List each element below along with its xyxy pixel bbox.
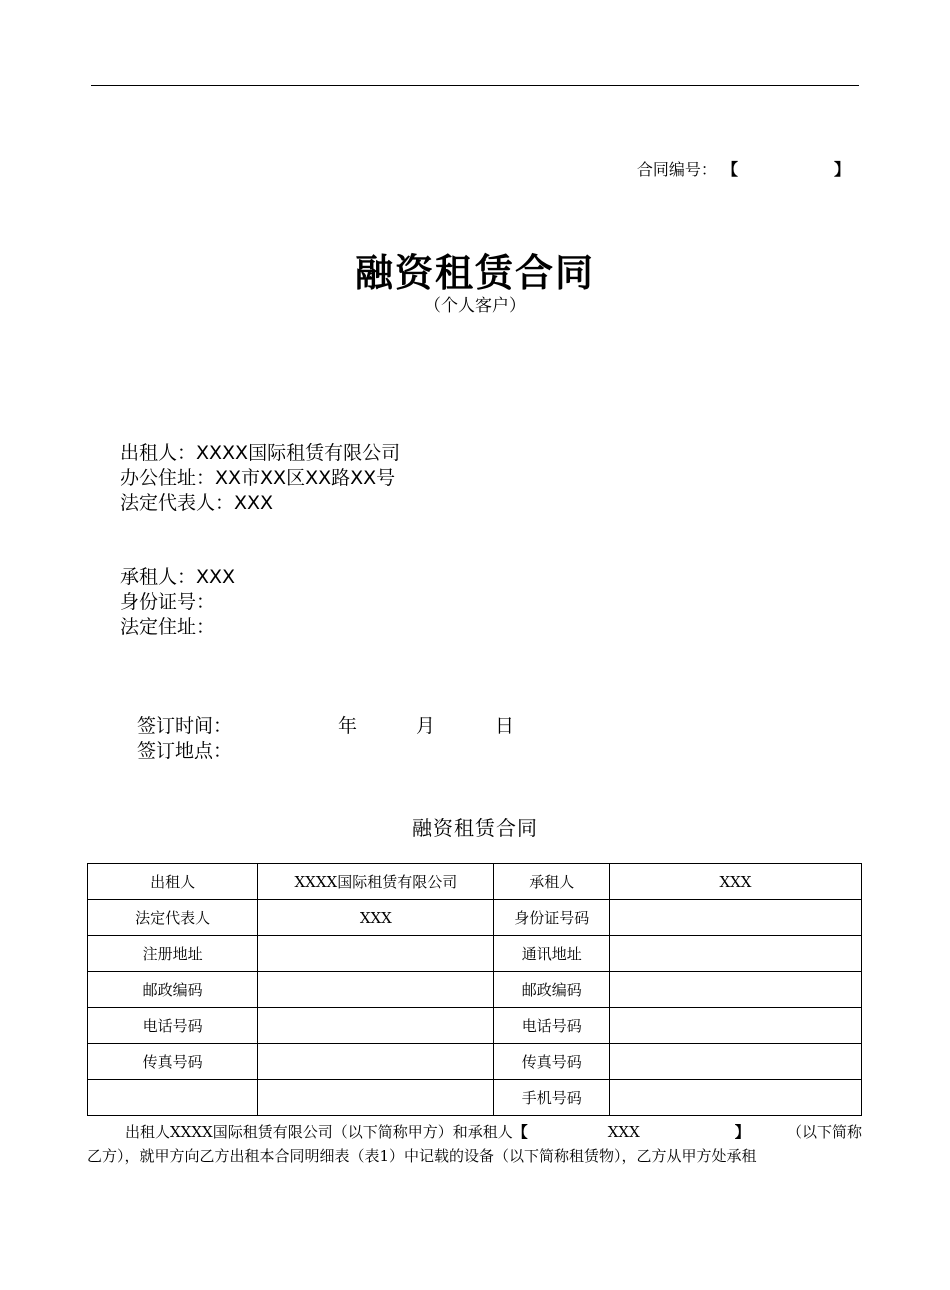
right-label-cell: 身份证号码 bbox=[494, 900, 610, 936]
right-label-cell: 通讯地址 bbox=[494, 936, 610, 972]
table-row bbox=[88, 1044, 862, 1080]
signing-time-label: 签订时间： bbox=[137, 715, 233, 737]
right-value-cell: XXX bbox=[609, 864, 861, 900]
signing-place-label: 签订地点： bbox=[137, 740, 233, 762]
table-row bbox=[88, 1008, 862, 1044]
header-rule bbox=[91, 85, 859, 86]
left-value-cell bbox=[258, 936, 494, 972]
contract-number-bracket-close: 】 bbox=[833, 160, 850, 179]
left-label-cell: 出租人 bbox=[88, 864, 258, 900]
paragraph-line-1 bbox=[87, 1120, 862, 1144]
left-label-cell: 电话号码 bbox=[88, 1008, 258, 1044]
right-value-cell bbox=[609, 1044, 861, 1080]
lessor-info bbox=[120, 441, 400, 516]
contract-intro-paragraph bbox=[87, 1120, 862, 1168]
table-row bbox=[88, 936, 862, 972]
table-row bbox=[88, 1080, 862, 1116]
contract-number-bracket-open: 【 bbox=[721, 160, 738, 179]
paragraph-bracket-close: 】 bbox=[734, 1123, 750, 1141]
left-label-cell: 传真号码 bbox=[88, 1044, 258, 1080]
lessor-name: 出租人：XXXX国际租赁有限公司 bbox=[120, 442, 401, 464]
lessee-name: 承租人：XXX bbox=[120, 566, 236, 588]
left-label-cell: 法定代表人 bbox=[88, 900, 258, 936]
lessee-info bbox=[120, 565, 235, 640]
right-value-cell bbox=[609, 972, 861, 1008]
contract-number-label: 合同编号： bbox=[636, 160, 717, 179]
right-value-cell bbox=[609, 1080, 861, 1116]
contract-number bbox=[637, 157, 850, 180]
right-label-cell: 邮政编码 bbox=[494, 972, 610, 1008]
left-value-cell bbox=[258, 1080, 494, 1116]
left-label-cell bbox=[88, 1080, 258, 1116]
right-label-cell: 电话号码 bbox=[494, 1008, 610, 1044]
paragraph-bracket-open: 【 bbox=[512, 1123, 528, 1141]
table-row bbox=[88, 972, 862, 1008]
party-info-table bbox=[87, 863, 862, 1116]
right-label-cell: 传真号码 bbox=[494, 1044, 610, 1080]
lessor-address: 办公住址：XX市XX区XX路XX号 bbox=[120, 467, 396, 489]
table-row bbox=[88, 864, 862, 900]
paragraph-text-a: 出租人XXXX国际租赁有限公司（以下简称甲方）和承租人 bbox=[125, 1123, 513, 1141]
right-label-cell: 承租人 bbox=[494, 864, 610, 900]
signing-month-label: 月 bbox=[416, 715, 436, 737]
signing-day-label: 日 bbox=[495, 715, 515, 737]
document-subtitle: （个人客户） bbox=[424, 296, 526, 316]
paragraph-line-2: 乙方），就甲方向乙方出租本合同明细表（表1）中记载的设备（以下简称租赁物），乙方从甲方处承租 bbox=[87, 1147, 757, 1165]
lessor-representative: 法定代表人：XXX bbox=[120, 492, 274, 514]
lessee-address: 法定住址： bbox=[120, 616, 216, 638]
signing-place-row bbox=[137, 739, 232, 764]
paragraph-text-b: （以下简称 bbox=[786, 1123, 862, 1141]
right-label-cell: 手机号码 bbox=[494, 1080, 610, 1116]
left-value-cell bbox=[258, 1008, 494, 1044]
signing-time-row bbox=[137, 714, 515, 739]
left-label-cell: 邮政编码 bbox=[88, 972, 258, 1008]
paragraph-lessee-name: XXX bbox=[607, 1123, 640, 1141]
right-value-cell bbox=[609, 936, 861, 972]
lessee-id-number: 身份证号： bbox=[120, 591, 216, 613]
signing-year-label: 年 bbox=[338, 715, 358, 737]
right-value-cell bbox=[609, 1008, 861, 1044]
table-title: 融资租赁合同 bbox=[412, 816, 538, 840]
document-title: 融资租赁合同 bbox=[354, 251, 595, 295]
left-value-cell bbox=[258, 972, 494, 1008]
left-value-cell bbox=[258, 1044, 494, 1080]
right-value-cell bbox=[609, 900, 861, 936]
signing-info bbox=[137, 714, 515, 764]
left-label-cell: 注册地址 bbox=[88, 936, 258, 972]
left-value-cell: XXX bbox=[258, 900, 494, 936]
table-row bbox=[88, 900, 862, 936]
left-value-cell: XXXX国际租赁有限公司 bbox=[258, 864, 494, 900]
